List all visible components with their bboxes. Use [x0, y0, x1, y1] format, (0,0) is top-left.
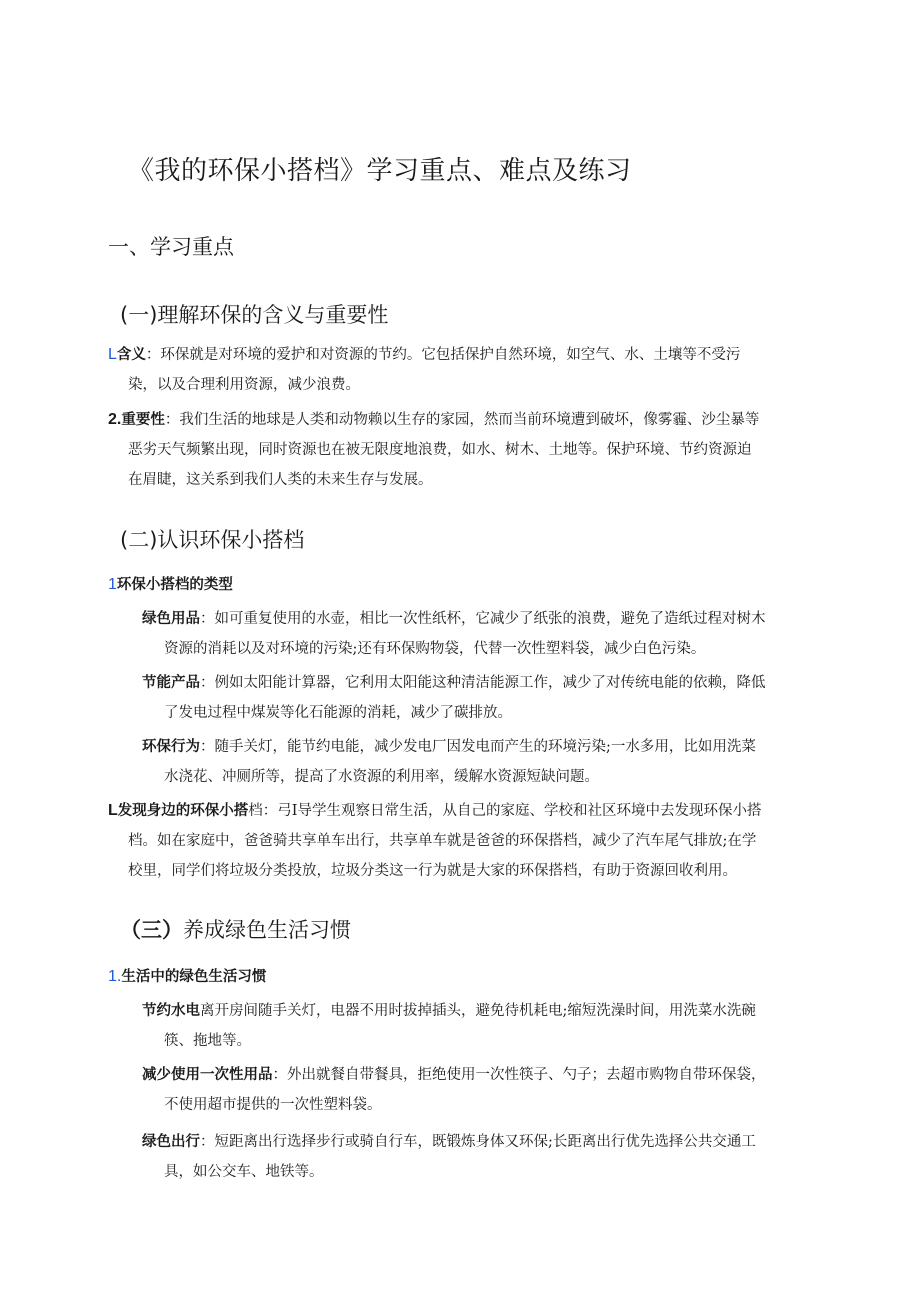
paragraph-text: 在眉睫，这关系到我们人类的未来生存与发展。	[128, 472, 433, 488]
paragraph-text: 染，以及合理利用资源，减少浪费。	[128, 377, 360, 393]
habit-save-water-electricity	[142, 996, 756, 1056]
paragraph-text: 水浇花、冲厕所等，提高了水资源的利用率，缓解水资源短缺问题。	[164, 769, 599, 785]
paragraph-text: 资源的消耗以及对环境的污染;还有环保购物袋，代替一次性塑料袋，减少白色污染。	[164, 641, 706, 657]
term-label: 减少使用一次性用品	[142, 1066, 273, 1083]
list-heading-text: 生活中的绿色生活习惯	[121, 968, 267, 985]
subsection-heading-partners: (二)认识环保小搭档	[120, 528, 305, 552]
term-label: 节能产品	[142, 674, 200, 691]
partner-type-energy-saving	[142, 668, 766, 728]
term-label: 重要性	[121, 411, 165, 428]
subsection-heading-meaning: (一)理解环保的含义与重要性	[120, 303, 389, 327]
paragraph-text: ：随手关灯，能节约电能，减少发电厂因发电而产生的环境污染;一水多用，比如用洗菜	[200, 739, 756, 755]
list-marker: 2.	[108, 411, 122, 428]
list-marker: L	[108, 802, 118, 819]
list-marker: 1.	[108, 968, 122, 985]
list-heading-text: 环保小搭档的类型	[116, 576, 233, 593]
section-heading-study-focus: 一、学习重点	[108, 235, 234, 259]
term-label: 节约水电	[142, 1002, 200, 1019]
paragraph-text: ：如可重复使用的水壶，相比一次性纸杯，它减少了纸张的浪费，避免了造纸过程对树木	[200, 611, 766, 627]
habit-green-travel	[142, 1127, 756, 1187]
paragraph-text: ：外出就餐自带餐具，拒绝使用一次性筷子、勺子；去超市购物自带环保袋，	[272, 1067, 766, 1083]
paragraph-text: 恶劣天气频繁出现，同时资源也在被无限度地浪费，如水、树木、土地等。保护环境、节约资源迫	[128, 442, 752, 458]
paragraph-text: 具，如公交车、地铁等。	[164, 1164, 324, 1180]
paragraph-text: 筷、拖地等。	[164, 1033, 251, 1049]
subsection-heading-text: 养成绿色生活习惯	[183, 918, 351, 942]
paragraph-text: ：环保就是对环境的爱护和对资源的节约。它包括保护自然环境，如空气、水、土壤等不受污	[145, 347, 741, 363]
paragraph-text: 不使用超市提供的一次性塑料袋。	[164, 1097, 382, 1113]
habit-reduce-disposables	[142, 1060, 766, 1120]
subsection-heading-number: （三）	[120, 918, 183, 942]
partner-type-eco-behavior	[142, 732, 756, 792]
term-label: 绿色用品	[142, 610, 200, 627]
term-label: 含义	[116, 346, 146, 363]
list-marker: 1	[108, 576, 117, 593]
paragraph-text: ：我们生活的地球是人类和动物赖以生存的家园，然而当前环境遭到破坏，像雾霾、沙尘暴等	[164, 412, 760, 428]
paragraph-text: ：短距离出行选择步行或骑自行车，既锻炼身体又环保;长距离出行优先选择公共交通工	[200, 1134, 756, 1150]
term-label: 环保行为	[142, 738, 200, 755]
paragraph-importance	[108, 405, 759, 495]
list-marker: L	[108, 346, 117, 363]
paragraph-text: 档。如在家庭中，爸爸骑共享单车出行，共享单车就是爸爸的环保搭档，减少了汽车尾气排放;在学	[128, 833, 757, 849]
paragraph-discover-partners	[108, 796, 762, 886]
paragraph-text: ：例如太阳能计算器，它利用太阳能这种清洁能源工作，减少了对传统电能的依赖，降低	[200, 675, 766, 691]
paragraph-text: 了发电过程中煤炭等化石能源的消耗，减少了碳排放。	[164, 705, 512, 721]
subsection-heading-green-habits	[120, 914, 351, 944]
list-heading-partner-types	[108, 573, 233, 594]
paragraph-meaning	[108, 340, 740, 400]
partner-type-green-products	[142, 604, 766, 664]
document-title: 《我的环保小搭档》学习重点、难点及练习	[128, 156, 632, 186]
list-heading-green-habits	[108, 965, 266, 986]
paragraph-text: 档：弓I导学生观察日常生活，从自己的家庭、学校和社区环境中去发现环保小搭	[248, 803, 762, 819]
paragraph-text: 校里，同学们将垃圾分类投放，垃圾分类这一行为就是大家的环保搭档，有助于资源回收利用。	[128, 863, 737, 879]
paragraph-text: 离开房间随手关灯，电器不用时拔掉插头，避免待机耗电;缩短洗澡时间，用洗菜水洗碗	[200, 1003, 756, 1019]
term-label: 发现身边的环保小搭	[117, 802, 249, 819]
term-label: 绿色出行	[142, 1133, 200, 1150]
